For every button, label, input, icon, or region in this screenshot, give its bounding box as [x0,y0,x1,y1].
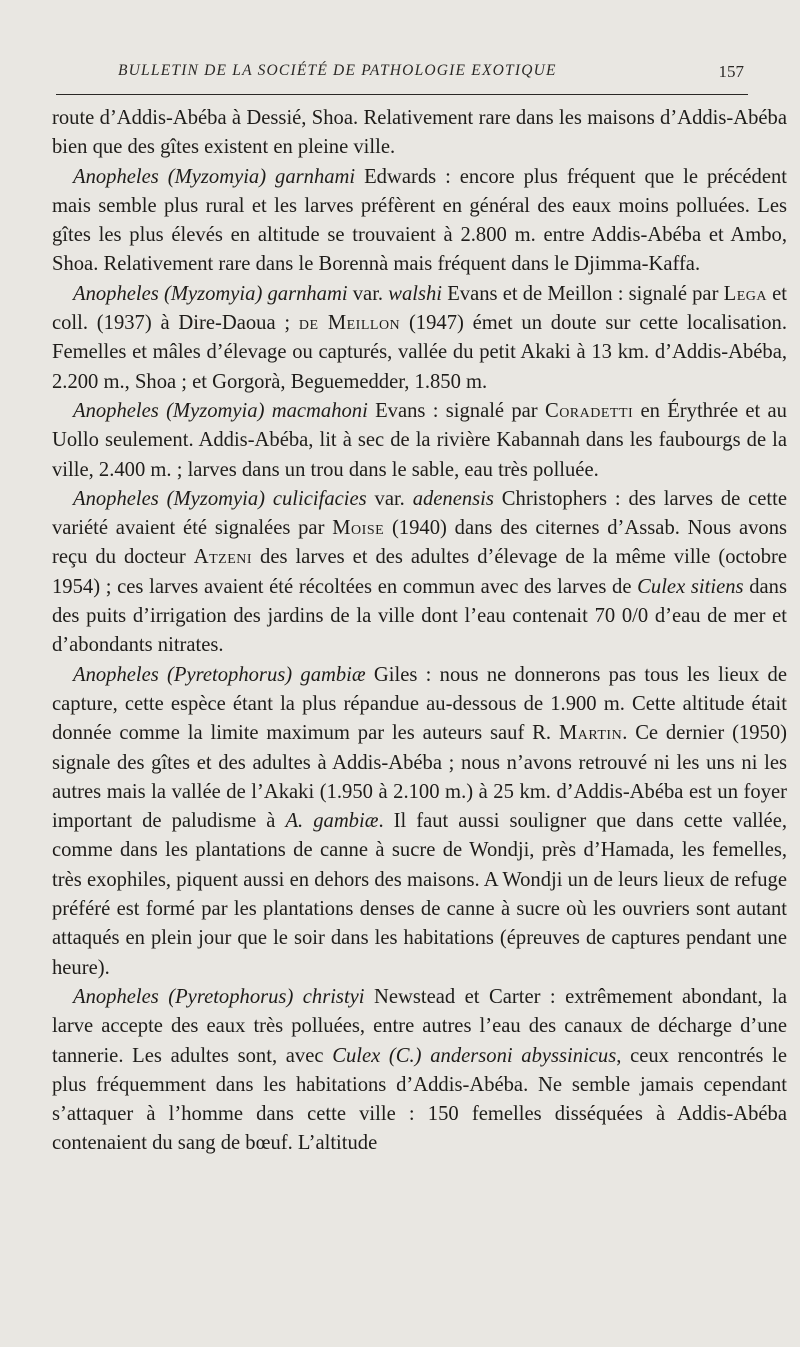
paragraph [52,661,787,983]
text-run: Newstead et Carter : extrêmement abondant, la larve accepte des eaux très polluées, entre autres l’eau des canaux de décharge d’une tannerie. Les adultes sont, avec [52,985,787,1067]
italic-term: Anopheles (Pyretophorus) christyi [73,985,365,1008]
paragraph [52,104,787,163]
text-run: (1947) émet un doute sur cette localisation. Femelles et mâles d’élevage ou capturés, vallée du petit Akaki à 13 km. d’Addis-Abéba, 2.200 m., Shoa ; et Gorgorà, Beguemedder, 1.850 m. [52,312,787,393]
italic-term: Culex sitiens [637,575,744,598]
italic-term: adenensis [412,487,494,510]
text-run: . Ce dernier (1950) signale des gîtes et des adultes à Addis-Abéba ; nous n’avons retrouvé ni les uns ni les autres mais la vallée de l’Akaki (1.950 à 2.100 m.) à 25 km. d’Addis-Abéba est un foyer important de paludisme à [52,722,788,833]
italic-term: Anopheles (Myzomyia) macmahoni [73,399,368,422]
page-number: 157 [718,62,744,81]
italic-term: walshi [388,282,443,305]
author-name: Moise [332,517,385,540]
italic-term: A. gambiæ [285,810,379,833]
running-header [56,58,748,95]
italic-term: Culex (C.) andersoni abyssinicus [332,1044,617,1067]
running-title: BULLETIN DE LA SOCIÉTÉ DE PATHOLOGIE EXOTIQUE [118,62,557,79]
paragraph [52,397,787,485]
text-run: en Érythrée et au Uollo seulement. Addis-Abéba, lit à sec de la rivière Kabannah dans les faubourgs de la ville, 2.400 m. ; larves dans un trou dans le sable, eau très polluée. [52,399,787,481]
text-run: var. [347,282,389,305]
text-run: (1940) dans des citernes d’Assab. Nous avons reçu du docteur [52,517,788,569]
text-run: Giles : nous ne donnerons pas tous les lieux de capture, cette espèce étant la plus répandue au-dessous de 1.900 m. Cette altitude était donnée comme la limite maximum par les auteurs sauf R. [52,663,787,745]
paragraph [52,163,787,280]
author-name: de Meillon [298,312,401,335]
text-run: Evans : signalé par [367,399,545,422]
author-name: Lega [723,282,767,305]
text-run: var. [366,487,413,510]
italic-term: Anopheles (Myzomyia) garnhami [73,282,348,305]
italic-term: Anopheles (Myzomyia) culicifacies [73,487,367,510]
author-name: Martin [558,722,623,745]
text-run: Evans et de Meillon : signalé par [442,282,724,305]
text-run: dans des puits d’irrigation des jardins de la ville dont l’eau contenait 70 0/0 d’eau de mer et d’abondants nitrates. [52,575,787,657]
author-name: Atzeni [193,546,253,569]
paragraph [52,485,787,661]
body-text [52,104,787,1159]
author-name: Coradetti [544,399,634,422]
italic-term: Anopheles (Myzomyia) garnhami [73,165,356,188]
text-run: Christophers : des larves de cette variété avaient été signalées par [52,487,788,540]
italic-term: Anopheles (Pyretophorus) gambiæ [73,663,366,686]
text-run: , ceux rencontrés le plus fréquemment dans les habitations d’Addis-Abéba. Ne semble jamais cependant s’attaquer à l’homme dans cette ville : 150 femelles disséquées à Addis-Abéba contenaient du sang de bœuf. L’altitude [52,1044,787,1155]
text-run: et coll. (1937) à Dire-Daoua ; [52,282,788,335]
paragraph [52,983,787,1159]
paragraph [52,280,787,397]
text-run: Edwards : encore plus fréquent que le précédent mais semble plus rural et les larves préfèrent en général des eaux moins polluées. Les gîtes les plus élevés en altitude se trouvaient à 2.800 m. entre Addis-Abéba et Ambo, Shoa. Relativement rare dans le Borennà mais fréquent dans le Djimma-Kaffa. [52,165,787,276]
text-run: route d’Addis-Abéba à Dessié, Shoa. Relativement rare dans les maisons d’Addis-Abéba bien que des gîtes existent en pleine ville. [52,107,787,159]
text-run: des larves et des adultes d’élevage de la même ville (octobre 1954) ; ces larves avaient été récoltées en commun avec des larves de [52,546,787,598]
text-run: . Il faut aussi souligner que dans cette vallée, comme dans les plantations de canne à sucre de Wondji, près d’Hamada, les femelles, très exophiles, piquent aussi en dehors des maisons. A Wondji un de leurs lieux de refuge préféré est formé par les plantations denses de canne à sucre où les ouvriers sont autant attaqués en plein jour que le soir dans les habitations (épreuves de captures pendant une heure). [52,810,787,979]
